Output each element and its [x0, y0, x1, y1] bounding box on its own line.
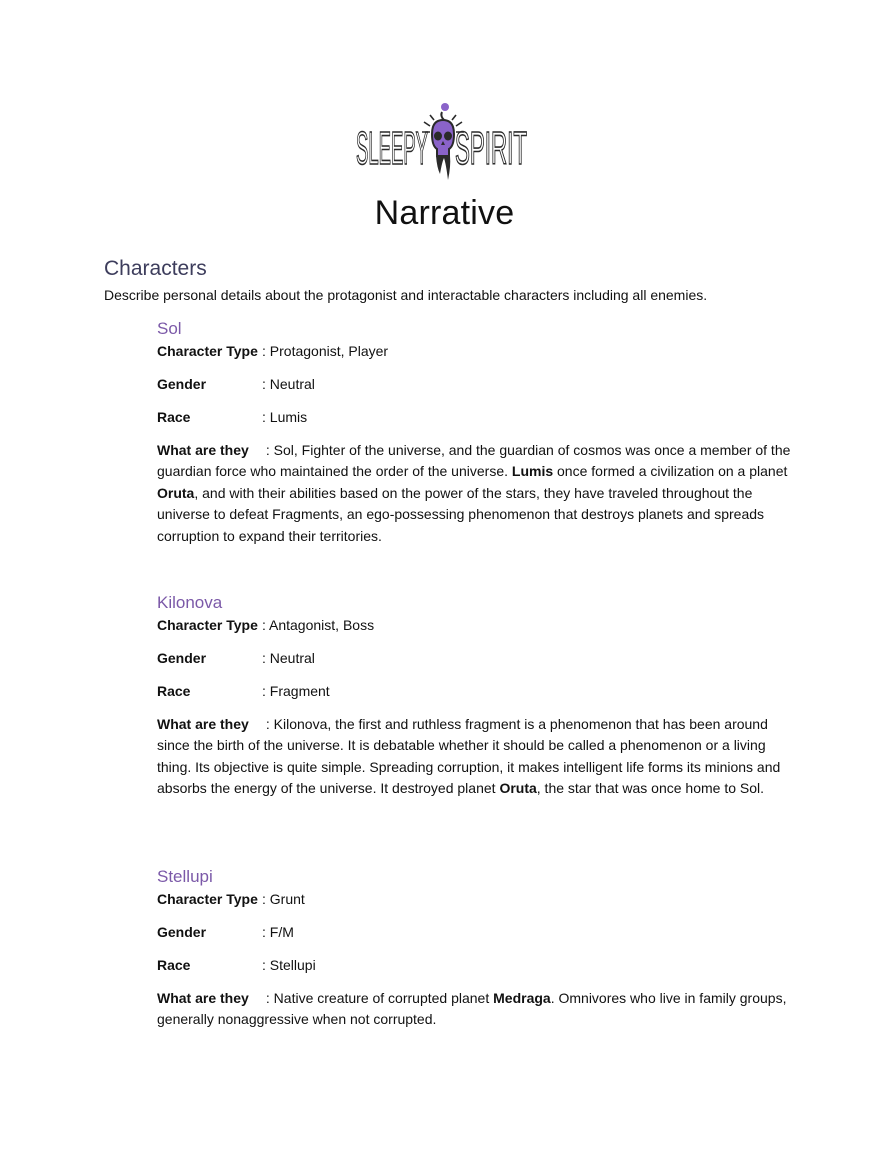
- logo-text-right: SPIRIT: [455, 122, 527, 174]
- field-label: Character Type: [157, 617, 258, 633]
- race-row: [157, 407, 797, 428]
- field-value: : Stellupi: [262, 957, 316, 973]
- field-label: Gender: [157, 650, 207, 666]
- description-emphasis: Medraga: [493, 990, 551, 1006]
- document-title: Narrative: [374, 194, 515, 232]
- field-label: What are they: [157, 716, 249, 732]
- field-value: : Lumis: [262, 409, 308, 425]
- character-type-row: [157, 615, 797, 636]
- character-entry: [157, 592, 797, 800]
- description-text: : Native creature of corrupted planet: [262, 990, 494, 1006]
- section-heading: Characters: [104, 257, 207, 280]
- race-row: [157, 681, 797, 702]
- field-value: : Fragment: [262, 683, 330, 699]
- description-emphasis: Oruta: [157, 484, 195, 501]
- sleepy-spirit-logo: [356, 102, 528, 186]
- description-text: : Kilonova, the first and ruthless fragment is a phenomenon that has been around since the birth of the universe. It is debatable whether it should be called a phenomenon or a living thing. Its objective is quite simple. Spreading corruption, it makes intelligent life forms its minions and absorbs the energy of the universe. It destroyed planet: [157, 716, 781, 797]
- description-paragraph: [157, 440, 797, 547]
- field-label: What are they: [157, 442, 249, 458]
- description-emphasis: Oruta: [499, 780, 537, 797]
- logo-text-left: SLEEPY: [356, 122, 428, 174]
- field-label: Race: [157, 683, 191, 699]
- field-label: Race: [157, 409, 191, 425]
- gender-row: [157, 648, 797, 669]
- character-type-row: [157, 889, 797, 910]
- gender-row: [157, 374, 797, 395]
- field-label: Gender: [157, 376, 207, 392]
- description-text: , the star that was once home to Sol.: [536, 780, 765, 797]
- character-name: Sol: [157, 319, 182, 338]
- field-value: : Protagonist, Player: [262, 343, 389, 359]
- field-value: : Neutral: [262, 376, 315, 392]
- field-value: : F/M: [262, 924, 294, 940]
- character-type-row: [157, 341, 797, 362]
- field-label: Gender: [157, 924, 207, 940]
- description-text: . Omnivores who live in family groups, generally nonaggressive when not corrupted.: [157, 990, 787, 1028]
- character-entry: [157, 866, 797, 1031]
- description-emphasis: Lumis: [511, 463, 554, 480]
- field-label: Character Type: [157, 891, 258, 907]
- field-label: Race: [157, 957, 191, 973]
- section-intro: Describe personal details about the protagonist and interactable characters including all enemies.: [104, 287, 708, 303]
- character-name: Stellupi: [157, 867, 213, 886]
- description-text: , and with their abilities based on the power of the stars, they have traveled throughout the universe to defeat Fragments, an ego-possessing phenomenon that destroys planets and spreads corruption to expand their territories.: [157, 484, 765, 544]
- character-name: Kilonova: [157, 593, 223, 612]
- field-label: Character Type: [157, 343, 258, 359]
- field-value: : Neutral: [262, 650, 315, 666]
- character-entry: [157, 318, 797, 547]
- gender-row: [157, 922, 797, 943]
- race-row: [157, 955, 797, 976]
- description-text: once formed a civilization on a planet: [553, 463, 788, 480]
- field-value: : Grunt: [262, 891, 305, 907]
- field-value: : Antagonist, Boss: [262, 617, 375, 633]
- description-paragraph: [157, 714, 797, 800]
- field-label: What are they: [157, 990, 249, 1006]
- description-text: : Sol, Fighter of the universe, and the guardian of cosmos was once a member of the guardian force who maintained the order of the universe.: [157, 442, 791, 480]
- description-paragraph: [157, 988, 797, 1031]
